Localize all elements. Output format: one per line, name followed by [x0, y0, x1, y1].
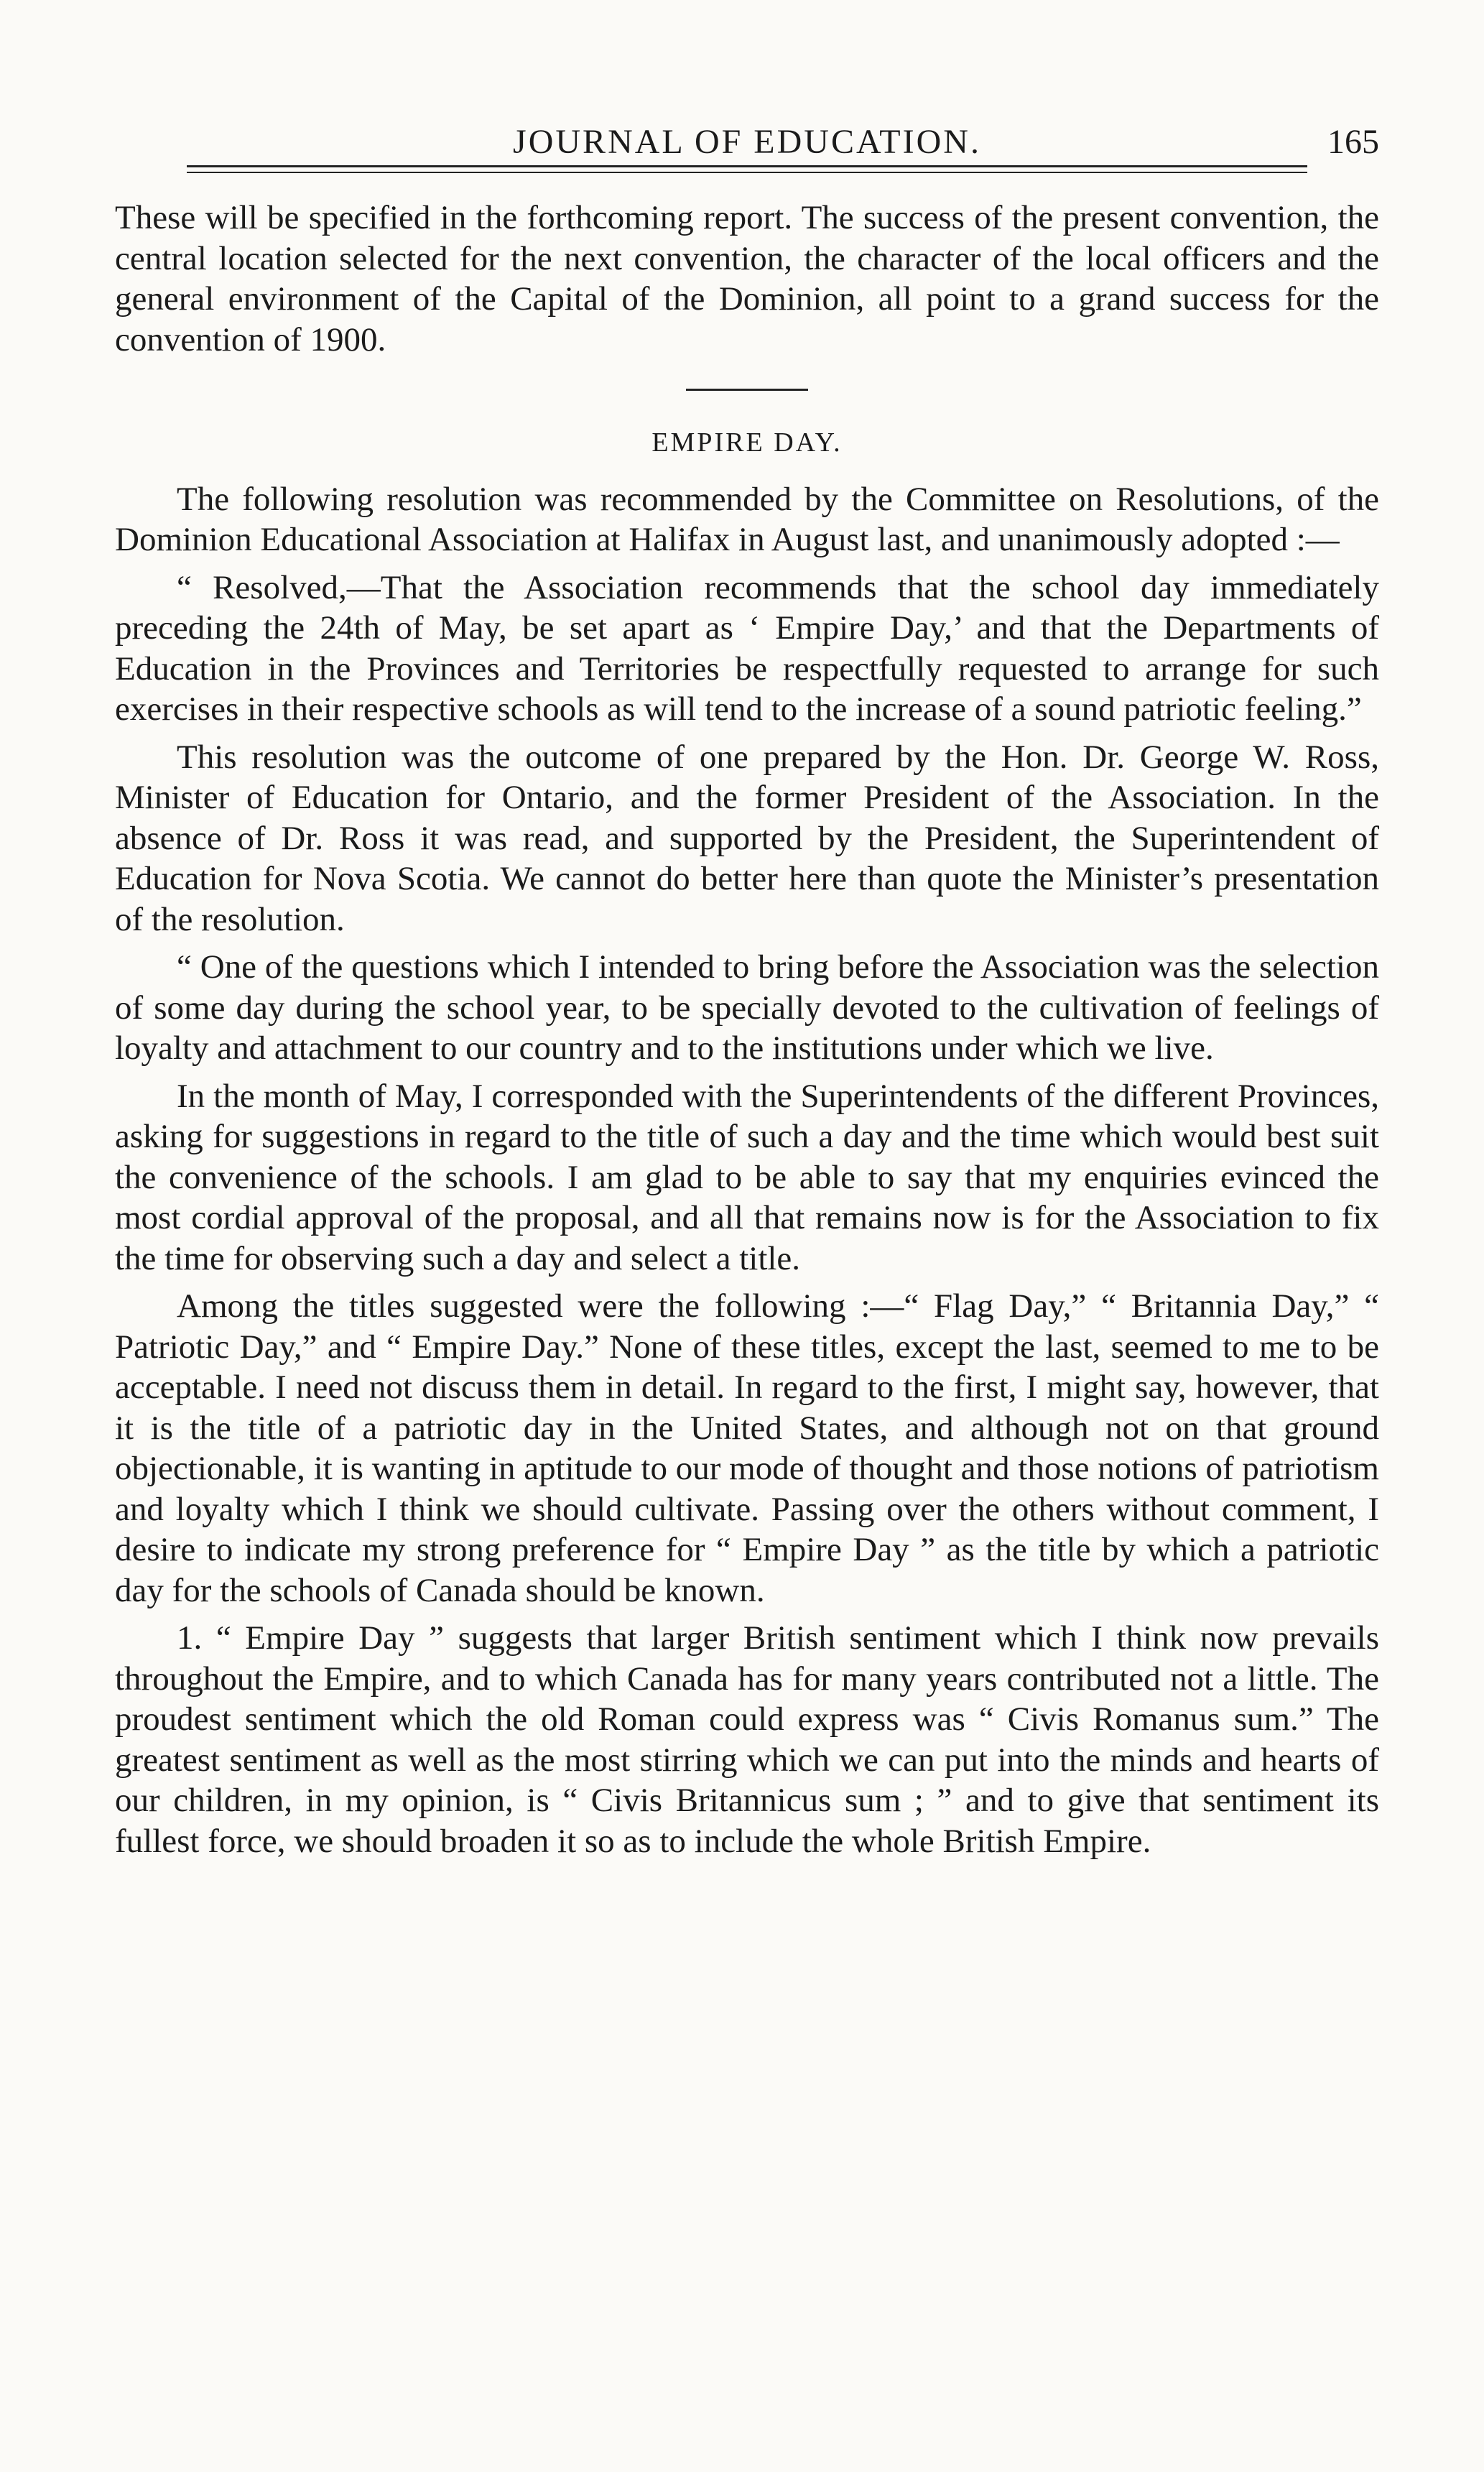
paragraph-point-one: 1. “ Empire Day ” suggests that larger British sentiment which I think now prevails throughout the Empire, and to which Canada has for many years contributed not a little. The proudest sentiment which the old Roman could express was “ Civis Romanus sum.” The greatest sentiment as well as the most stirring which we can put into the minds and hearts of our children, in my opinion, is “ Civis Britannicus sum ; ” and to give that sentiment its fullest force, we should broaden it so as to include the whole British Empire.: [115, 1619, 1379, 1860]
paragraph-quote-start: “ One of the questions which I intended to bring before the Association was the selection of some day during the school year, to be specially devoted to the cultivation of feelings of loyalty and attachment to our country and to the institutions under which we live.: [115, 948, 1379, 1067]
header-rule: [187, 165, 1307, 167]
intro-paragraph: These will be specified in the forthcoming report. The success of the present convention, the central location selected for the next convention, the character of the local officers and the general environment of the Capital of the Dominion, all point to a grand success for the convention of 1900.: [115, 199, 1379, 358]
section-divider: [686, 389, 808, 391]
running-head: [115, 108, 1379, 165]
journal-title: JOURNAL OF EDUCATION.: [513, 123, 981, 161]
paragraph-correspondence: In the month of May, I corresponded with the Superintendents of the different Provinces, asking for suggestions in regard to the title of such a day and the time which would best suit the convenience of the schools. I am glad to be able to say that my enquiries evinced the most cordial approval of the proposal, and all that remains now is for the Association to fix the time for observing such a day and select a title.: [115, 1077, 1379, 1277]
paragraph-outcome: This resolution was the outcome of one prepared by the Hon. Dr. George W. Ross, Minister of Education for Ontario, and the former President of the Association. In the absence of Dr. Ross it was read, and supported by the President, the Superintendent of Education for Nova Scotia. We cannot do better here than quote the Minister’s presentation of the resolution.: [115, 738, 1379, 938]
page-number: 165: [1327, 123, 1379, 161]
paragraph-titles: Among the titles suggested were the following :—“ Flag Day,” “ Britannia Day,” “ Patriotic Day,” and “ Empire Day.” None of these titles, except the last, seemed to me to be acceptable. I need not discuss them in detail. In regard to the first, I might say, however, that it is the title of a patriotic day in the United States, and although not on that ground objectionable, it is wanting in aptitude to our mode of thought and those notions of patriotism and loyalty which I think we should cultivate. Passing over the others without comment, I desire to indicate my strong preference for “ Empire Day ” as the title by which a patriotic day for the schools of Canada should be known.: [115, 1287, 1379, 1609]
article-body: [115, 198, 1379, 1861]
journal-page: [115, 108, 1379, 1861]
header-rule-lower: [187, 172, 1307, 173]
paragraph-resolution-text: “ Resolved,—That the Association recommends that the school day immediately preceding the 24th of May, be set apart as ‘ Empire Day,’ and that the Departments of Education in the Provinces and Territories be respectfully requested to arrange for such exercises in their respective schools as will tend to the increase of a sound patriotic feeling.”: [115, 568, 1379, 728]
section-heading: EMPIRE DAY.: [651, 427, 843, 458]
paragraph-resolution-intro: The following resolution was recommended by the Committee on Resolutions, of the Dominion Educational Association at Halifax in August last, and unanimously adopted :—: [115, 480, 1379, 558]
